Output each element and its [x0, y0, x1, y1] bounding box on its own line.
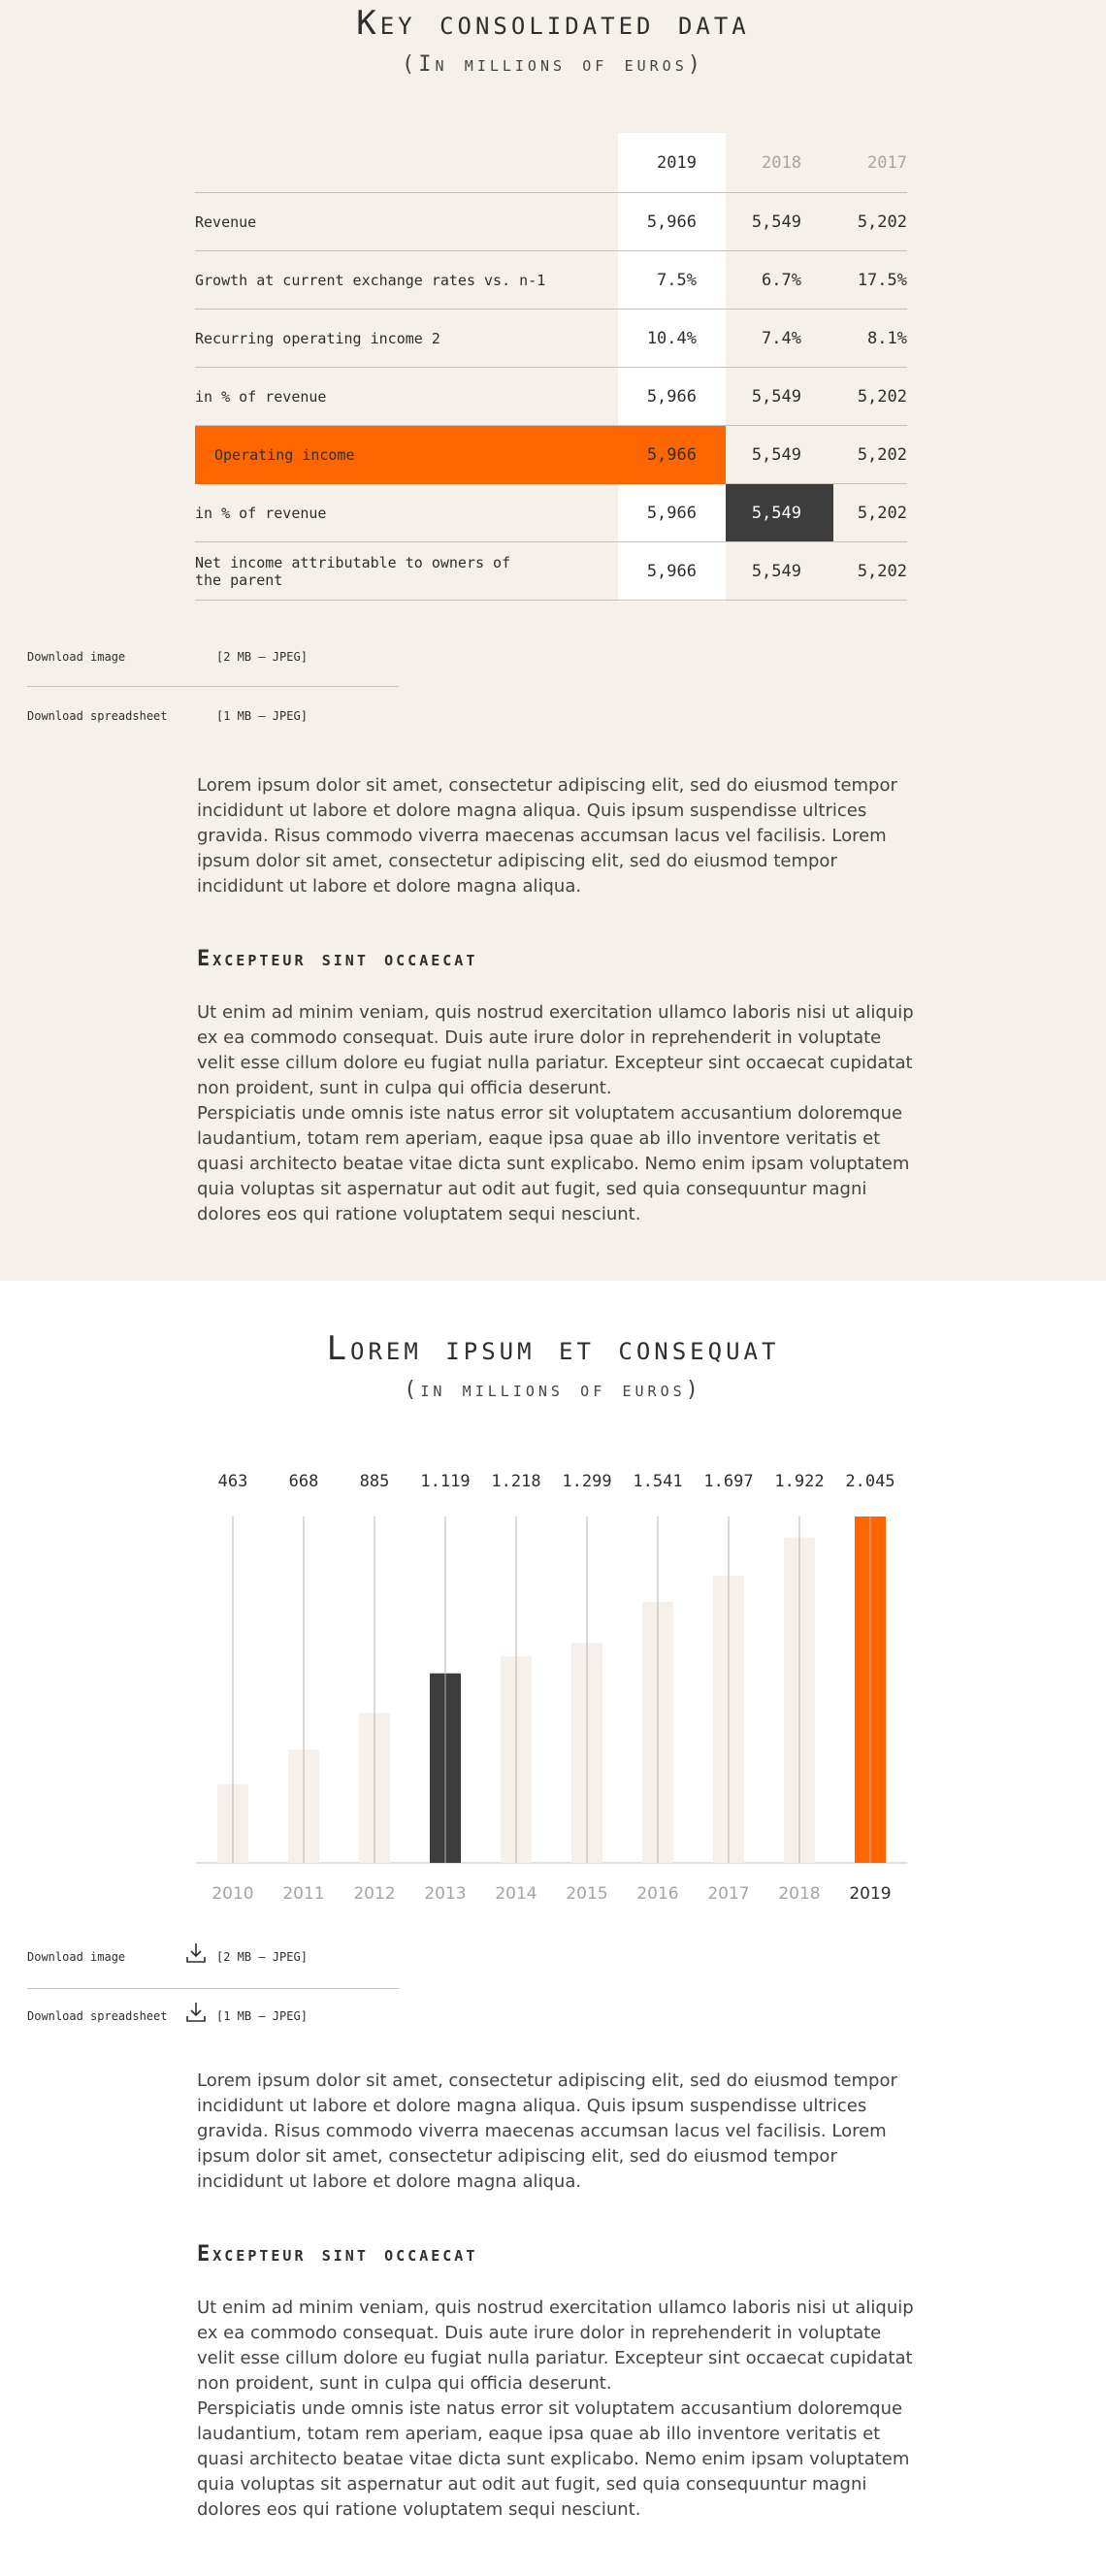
divider — [27, 686, 399, 687]
row-label: in % of revenue — [195, 387, 327, 406]
table-cell-2017: 5,202 — [857, 212, 907, 232]
bar-value-label: 2.045 — [845, 1472, 895, 1491]
body-paragraph: Ut enim ad minim veniam, quis nostrud exercitation ullamco laboris nisi ut aliquip ex ea commodo consequat. Duis aute irure dolor in reprehenderit in voluptate velit esse cillum dolore eu fugiat nulla pariatur. Excepteur sint occaecat cupidatat non proident, sunt in culpa qui officia deserunt. — [197, 2298, 914, 2394]
download-label: Download image — [27, 1950, 126, 1964]
x-tick-label: 2015 — [566, 1884, 608, 1904]
x-tick-label: 2014 — [495, 1884, 537, 1904]
download-icon — [184, 1941, 208, 1968]
table-cell-2019: 10.4% — [646, 328, 697, 348]
table-cell-2017: 17.5% — [857, 270, 907, 290]
download-size: [2 MB – JPEG] — [216, 650, 308, 664]
section-title: Key consolidated data — [356, 4, 750, 43]
column-header-2017: 2017 — [867, 153, 907, 173]
table-cell-2019: 5,966 — [646, 212, 697, 232]
bar-value-label: 1.119 — [420, 1472, 471, 1491]
table-header — [195, 133, 907, 193]
table-cell-2017: 8.1% — [867, 328, 907, 348]
row-label: Revenue — [195, 212, 257, 231]
download-size: [1 MB – JPEG] — [216, 709, 308, 723]
x-tick-label: 2016 — [636, 1884, 679, 1904]
table-cell-2018: 5,549 — [751, 444, 801, 465]
row-label: Net income attributable to owners of the parent — [195, 553, 511, 589]
table-cell-2019: 5,966 — [646, 561, 697, 581]
x-tick-label: 2011 — [282, 1884, 325, 1904]
divider — [27, 1988, 399, 1989]
section-title: Lorem ipsum et consequat — [326, 1329, 780, 1368]
table-row — [195, 193, 907, 251]
bar-value-label: 1.697 — [703, 1472, 754, 1491]
bar-value-label: 1.299 — [562, 1472, 612, 1491]
body-paragraph: Perspiciatis unde omnis iste natus error sit voluptatem accusantium doloremque laudantium, totam rem aperiam, eaque ipsa quae ab illo inventore veritatis et quasi architecto beatae vitae dicta sunt explicabo. Nemo enim ipsam voluptatem quia voluptas sit aspernatur aut odit aut fugit, sed quia consequuntur magni dolores eos qui ratione voluptatem sequi nesciunt. — [197, 2398, 910, 2520]
download-size: [2 MB – JPEG] — [216, 1950, 308, 1964]
x-tick-label: 2010 — [211, 1884, 254, 1904]
table-row — [195, 251, 907, 310]
body-paragraph: Ut enim ad minim veniam, quis nostrud exercitation ullamco laboris nisi ut aliquip ex ea commodo consequat. Duis aute irure dolor in reprehenderit in voluptate velit esse cillum dolore eu fugiat nulla pariatur. Excepteur sint occaecat cupidatat non proident, sunt in culpa qui officia deserunt. — [197, 1002, 914, 1098]
body-paragraph: Perspiciatis unde omnis iste natus error sit voluptatem accusantium doloremque laudantium, totam rem aperiam, eaque ipsa quae ab illo inventore veritatis et quasi architecto beatae vitae dicta sunt explicabo. Nemo enim ipsam voluptatem quia voluptas sit aspernatur aut odit aut fugit, sed quia consequuntur magni dolores eos qui ratione voluptatem sequi nesciunt. — [197, 1103, 910, 1224]
table-cell-2019: 7.5% — [657, 270, 697, 290]
subheading: Excepteur sint occaecat — [197, 947, 478, 971]
bar-value-label: 1.218 — [491, 1472, 541, 1491]
download-size: [1 MB – JPEG] — [216, 2009, 308, 2023]
chart-section — [0, 1281, 1106, 2576]
download-label: Download spreadsheet — [27, 709, 168, 723]
x-tick-label: 2012 — [353, 1884, 396, 1904]
row-label: Recurring operating income 2 — [195, 329, 440, 347]
table-cell-2017: 5,202 — [857, 561, 907, 581]
download-label: Download spreadsheet — [27, 2009, 168, 2023]
table-cell-2018: 5,549 — [751, 503, 801, 523]
bar-value-label: 1.922 — [774, 1472, 825, 1491]
table-cell-2018: 7.4% — [762, 328, 801, 348]
bar-value-label: 668 — [288, 1472, 319, 1491]
x-tick-label: 2018 — [778, 1884, 821, 1904]
download-icon — [184, 2001, 208, 2027]
table-cell-2019: 5,966 — [646, 503, 697, 523]
intro-paragraph: Lorem ipsum dolor sit amet, consectetur adipiscing elit, sed do eiusmod tempor incididunt ut labore et dolore magna aliqua. Quis ipsum suspendisse ultrices gravida. Risus commodo viverra maecenas accumsan lacus vel facilisis. Lorem ipsum dolor sit amet, consectetur adipiscing elit, sed do eiusmod tempor incididunt ut labore et dolore magna aliqua. — [197, 2071, 897, 2192]
table-cell-2019: 5,966 — [646, 444, 697, 465]
table-row — [195, 484, 907, 542]
bar-value-label: 463 — [217, 1472, 248, 1491]
row-label: Operating income — [214, 445, 355, 464]
bar-value-label: 885 — [359, 1472, 390, 1491]
table-cell-2019: 5,966 — [646, 386, 697, 407]
column-header-2018: 2018 — [762, 153, 801, 173]
row-label: in % of revenue — [195, 504, 327, 522]
table-cell-2018: 5,549 — [751, 386, 801, 407]
section-subtitle: (in millions of euros) — [404, 1378, 702, 1402]
table-row — [195, 542, 907, 601]
table-cell-2018: 5,549 — [751, 561, 801, 581]
bar-value-label: 1.541 — [633, 1472, 683, 1491]
table-row-highlighted — [195, 426, 907, 484]
table-cell-2017: 5,202 — [857, 386, 907, 407]
row-label: Growth at current exchange rates vs. n-1 — [195, 271, 546, 289]
key-data-section — [0, 0, 1106, 1281]
x-tick-label: 2013 — [424, 1884, 467, 1904]
x-tick-label: 2019 — [849, 1884, 892, 1904]
table-cell-2018: 6.7% — [762, 270, 801, 290]
table-cell-2017: 5,202 — [857, 444, 907, 465]
table-row — [195, 368, 907, 426]
subheading: Excepteur sint occaecat — [197, 2242, 478, 2266]
table-cell-2018: 5,549 — [751, 212, 801, 232]
section-subtitle: (In millions of euros) — [402, 52, 704, 77]
intro-paragraph: Lorem ipsum dolor sit amet, consectetur adipiscing elit, sed do eiusmod tempor incididunt ut labore et dolore magna aliqua. Quis ipsum suspendisse ultrices gravida. Risus commodo viverra maecenas accumsan lacus vel facilisis. Lorem ipsum dolor sit amet, consectetur adipiscing elit, sed do eiusmod tempor incididunt ut labore et dolore magna aliqua. — [197, 775, 897, 897]
column-header-2019: 2019 — [657, 153, 697, 173]
table-row — [195, 310, 907, 368]
download-label: Download image — [27, 650, 126, 664]
table-cell-2017: 5,202 — [857, 503, 907, 523]
x-tick-label: 2017 — [707, 1884, 750, 1904]
